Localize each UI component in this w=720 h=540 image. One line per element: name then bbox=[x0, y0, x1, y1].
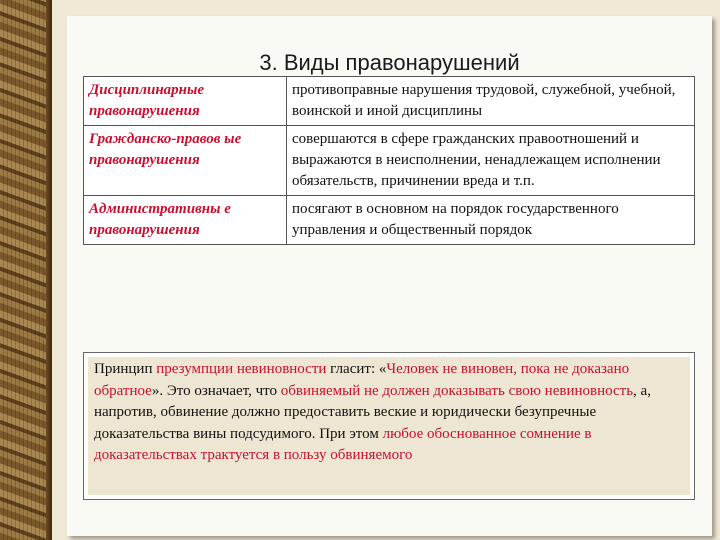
principle-quote: Человек не виновен, пока не доказано обратное bbox=[94, 361, 630, 399]
offense-term: Гражданско-правов ые правонарушения bbox=[84, 126, 287, 196]
slide-panel bbox=[67, 16, 712, 536]
offense-definition: противоправные нарушения трудовой, служебной, учебной, воинской и иной дисциплины bbox=[287, 77, 695, 126]
principle-highlight: любое обоснованное сомнение в доказательствах трактуется в пользу обвиняемого bbox=[94, 425, 592, 463]
principle-text-part: ». Это означает, что bbox=[151, 382, 281, 399]
offense-definition: посягают в основном на порядок государственного управления и общественный порядок bbox=[287, 196, 695, 245]
principle-highlight: обвиняемый не должен доказывать свою невиновность bbox=[280, 382, 634, 399]
table-row bbox=[84, 77, 695, 126]
offense-term: Административны е правонарушения bbox=[84, 196, 287, 245]
decorative-side-strip bbox=[0, 0, 52, 540]
presumption-principle-box bbox=[83, 352, 695, 500]
slide-title: 3. Виды правонарушений bbox=[259, 50, 520, 75]
table-row bbox=[84, 196, 695, 245]
principle-text-part: гласит: « bbox=[326, 361, 387, 377]
principle-text-part: Принцип bbox=[94, 361, 157, 377]
table-row bbox=[84, 126, 695, 196]
offense-types-table bbox=[83, 76, 695, 245]
offense-term: Дисциплинарные правонарушения bbox=[84, 77, 287, 126]
principle-text-part: , а, напротив, обвинение должно предоставить веские и юридически безупречные доказательства вины подсудимого. При этом bbox=[94, 382, 651, 442]
principle-text bbox=[88, 357, 690, 495]
principle-highlight: презумпции невиновности bbox=[156, 361, 327, 377]
offense-definition: совершаются в сфере гражданских правоотношений и выражаются в неисполнении, ненадлежащем исполнении обязательств, причинении вреда и т.п. bbox=[287, 126, 695, 196]
